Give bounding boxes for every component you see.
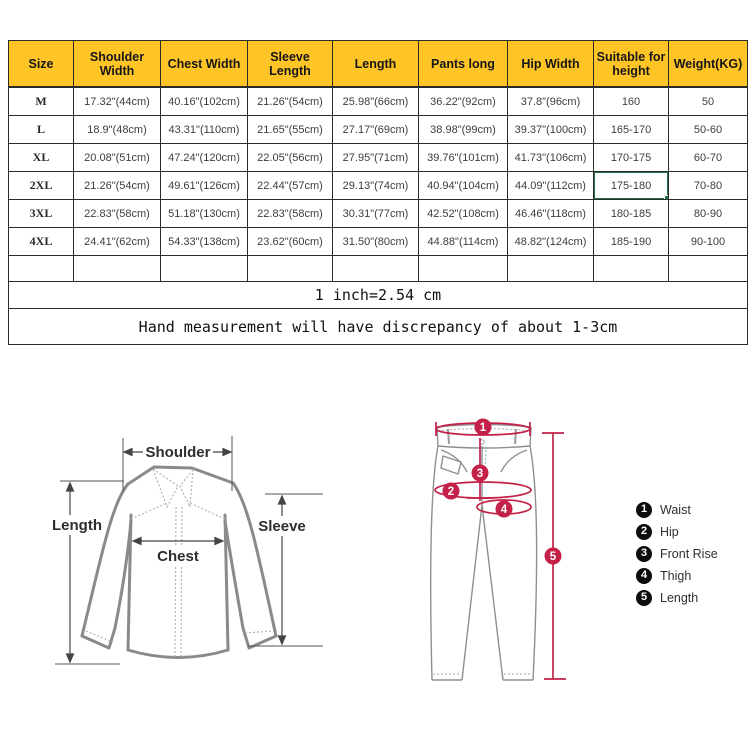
size-row-M	[9, 87, 748, 116]
legend-item-front-rise	[636, 545, 718, 562]
empty-cell[interactable]	[161, 256, 248, 282]
size-table	[8, 40, 748, 345]
shirt-measurement-diagram	[20, 403, 350, 683]
legend-item-hip	[636, 523, 718, 540]
measurement-cell[interactable]: 49.61"(126cm)	[161, 172, 248, 200]
badge-1: 1	[479, 422, 487, 434]
measurement-cell[interactable]: 22.44"(57cm)	[248, 172, 333, 200]
size-table-header-row	[9, 41, 748, 88]
sleeve-label: Sleeve	[258, 518, 306, 535]
size-label[interactable]: 3XL	[9, 200, 74, 228]
measurement-cell[interactable]: 165-170	[594, 116, 669, 144]
measurement-cell[interactable]: 21.26"(54cm)	[248, 87, 333, 116]
measurement-cell[interactable]: 47.24"(120cm)	[161, 144, 248, 172]
selection-border	[594, 172, 669, 200]
measurement-cell[interactable]: 42.52"(108cm)	[419, 200, 508, 228]
measurement-cell[interactable]: 185-190	[594, 228, 669, 256]
measurement-cell[interactable]: 44.88"(114cm)	[419, 228, 508, 256]
empty-cell[interactable]	[333, 256, 419, 282]
column-header: Hip Width	[508, 41, 594, 88]
measurement-cell[interactable]: 80-90	[669, 200, 748, 228]
size-label[interactable]: M	[9, 87, 74, 116]
empty-cell[interactable]	[669, 256, 748, 282]
measurement-cell[interactable]: 27.95"(71cm)	[333, 144, 419, 172]
measurement-cell[interactable]: 180-185	[594, 200, 669, 228]
size-row-3XL	[9, 200, 748, 228]
empty-cell[interactable]	[508, 256, 594, 282]
empty-cell[interactable]	[248, 256, 333, 282]
size-row-XL	[9, 144, 748, 172]
measurement-cell[interactable]: 30.31"(77cm)	[333, 200, 419, 228]
measurement-cell[interactable]: 50	[669, 87, 748, 116]
pants-badges	[443, 419, 562, 565]
measurement-cell[interactable]: 18.9"(48cm)	[74, 116, 161, 144]
measurement-cell[interactable]: 54.33"(138cm)	[161, 228, 248, 256]
chest-label: Chest	[157, 548, 199, 565]
pants-outline	[431, 425, 537, 681]
legend-item-length	[636, 589, 718, 606]
shirt-labels	[46, 441, 308, 566]
measurement-cell[interactable]: 41.73"(106cm)	[508, 144, 594, 172]
legend-label: Waist	[660, 502, 691, 517]
size-label[interactable]: 4XL	[9, 228, 74, 256]
measurement-cell[interactable]: 46.46"(118cm)	[508, 200, 594, 228]
column-header: Sleeve Length	[248, 41, 333, 88]
size-label[interactable]: 2XL	[9, 172, 74, 200]
empty-cell[interactable]	[419, 256, 508, 282]
selection-handle[interactable]	[664, 195, 669, 200]
measurement-cell[interactable]: 39.37"(100cm)	[508, 116, 594, 144]
legend-number-badge: 4	[636, 568, 652, 584]
selected-cell[interactable]: 175-180	[594, 172, 669, 200]
empty-cell[interactable]	[9, 256, 74, 282]
badge-5: 5	[549, 551, 557, 563]
measurement-cell[interactable]: 50-60	[669, 116, 748, 144]
measurement-cell[interactable]: 27.17"(69cm)	[333, 116, 419, 144]
measurement-cell[interactable]: 21.26"(54cm)	[74, 172, 161, 200]
size-row-L	[9, 116, 748, 144]
size-table-body	[9, 87, 748, 345]
legend-number-badge: 2	[636, 524, 652, 540]
size-row-2XL	[9, 172, 748, 200]
measurement-cell[interactable]: 43.31"(110cm)	[161, 116, 248, 144]
measurement-cell[interactable]: 48.82"(124cm)	[508, 228, 594, 256]
pants-measurement-diagram	[403, 398, 638, 693]
column-header: Chest Width	[161, 41, 248, 88]
column-header: Suitable for height	[594, 41, 669, 88]
note-row	[9, 282, 748, 309]
measurement-cell[interactable]: 40.16"(102cm)	[161, 87, 248, 116]
legend-number-badge: 3	[636, 546, 652, 562]
measurement-cell[interactable]: 36.22"(92cm)	[419, 87, 508, 116]
measurement-cell[interactable]: 25.98"(66cm)	[333, 87, 419, 116]
legend-label: Front Rise	[660, 546, 718, 561]
pants-legend	[636, 501, 718, 606]
column-header: Weight(KG)	[669, 41, 748, 88]
measurement-cell[interactable]: 17.32"(44cm)	[74, 87, 161, 116]
measurement-cell[interactable]: 38.98"(99cm)	[419, 116, 508, 144]
measurement-cell[interactable]: 39.76"(101cm)	[419, 144, 508, 172]
badge-3: 3	[476, 468, 484, 480]
legend-item-thigh	[636, 567, 718, 584]
note-row	[9, 309, 748, 345]
empty-cell[interactable]	[74, 256, 161, 282]
measurement-cell[interactable]: 90-100	[669, 228, 748, 256]
measurement-cell[interactable]: 23.62"(60cm)	[248, 228, 333, 256]
measurement-cell[interactable]: 170-175	[594, 144, 669, 172]
size-chart	[8, 40, 748, 345]
measurement-cell[interactable]: 22.83"(58cm)	[248, 200, 333, 228]
empty-cell[interactable]	[594, 256, 669, 282]
measurement-cell[interactable]: 24.41"(62cm)	[74, 228, 161, 256]
legend-label: Thigh	[660, 568, 692, 583]
measurement-cell[interactable]: 31.50"(80cm)	[333, 228, 419, 256]
badge-2: 2	[447, 486, 455, 498]
measurement-cell[interactable]: 70-80	[669, 172, 748, 200]
column-header: Pants long	[419, 41, 508, 88]
measurement-cell[interactable]: 29.13"(74cm)	[333, 172, 419, 200]
legend-number-badge: 5	[636, 590, 652, 606]
size-row-4XL	[9, 228, 748, 256]
size-label[interactable]: L	[9, 116, 74, 144]
inch-conversion-note: 1 inch=2.54 cm	[9, 282, 748, 309]
badge-4: 4	[500, 504, 508, 516]
column-header: Size	[9, 41, 74, 88]
measurement-cell[interactable]: 22.05"(56cm)	[248, 144, 333, 172]
empty-row	[9, 256, 748, 282]
measurement-cell[interactable]: 51.18"(130cm)	[161, 200, 248, 228]
shoulder-label: Shoulder	[145, 444, 211, 461]
legend-label: Hip	[660, 524, 679, 539]
legend-label: Length	[660, 590, 699, 605]
legend-item-waist	[636, 501, 718, 518]
measurement-cell[interactable]: 40.94"(104cm)	[419, 172, 508, 200]
size-label[interactable]: XL	[9, 144, 74, 172]
measurement-discrepancy-note: Hand measurement will have discrepancy of about 1-3cm	[9, 309, 748, 345]
measurement-cell[interactable]: 60-70	[669, 144, 748, 172]
measurement-cell[interactable]: 160	[594, 87, 669, 116]
measurement-cell[interactable]: 37.8"(96cm)	[508, 87, 594, 116]
length-label: Length	[52, 517, 102, 534]
measurement-cell[interactable]: 44.09"(112cm)	[508, 172, 594, 200]
measurement-cell[interactable]: 21.65"(55cm)	[248, 116, 333, 144]
column-header: Shoulder Width	[74, 41, 161, 88]
measurement-cell[interactable]: 20.08"(51cm)	[74, 144, 161, 172]
column-header: Length	[333, 41, 419, 88]
legend-number-badge: 1	[636, 502, 652, 518]
measurement-cell[interactable]: 22.83"(58cm)	[74, 200, 161, 228]
